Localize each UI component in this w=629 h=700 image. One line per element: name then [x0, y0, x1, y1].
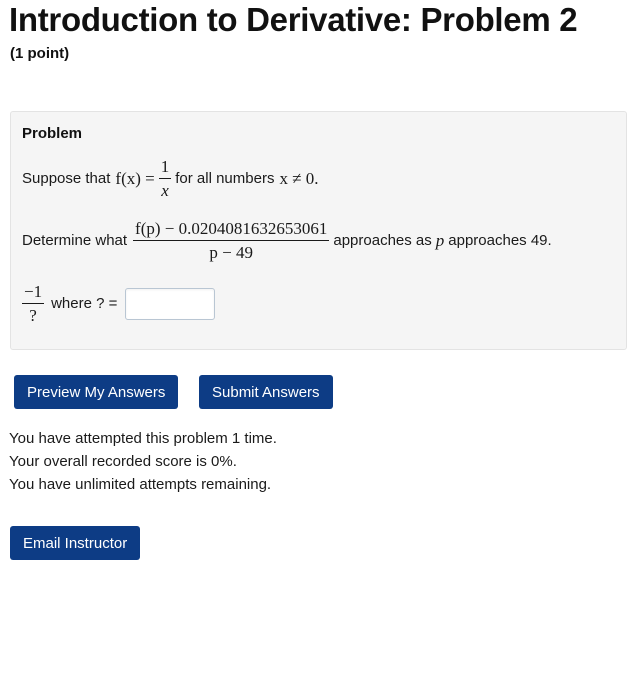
difference-quotient	[133, 219, 329, 262]
submit-answers-button[interactable]: Submit Answers	[199, 375, 333, 409]
attempts-text: You have attempted this problem 1 time.	[9, 430, 277, 447]
fraction-denominator: x	[161, 181, 169, 200]
remaining-text: You have unlimited attempts remaining.	[9, 476, 272, 493]
attempt-status	[9, 427, 277, 496]
email-instructor-button[interactable]: Email Instructor	[10, 526, 140, 560]
answer-line	[22, 282, 215, 325]
answer-input[interactable]	[125, 288, 215, 320]
variable-p: p	[435, 230, 445, 250]
problem-question-line	[22, 219, 552, 262]
problem-heading: Problem	[22, 125, 83, 142]
statement-suffix: for all numbers	[175, 170, 275, 187]
problem-panel	[10, 111, 627, 350]
point-value: (1 point)	[10, 45, 70, 62]
quotient-denominator: p − 49	[209, 243, 253, 262]
score-text: Your overall recorded score is 0%.	[9, 453, 237, 470]
question-suffix: approaches as	[333, 232, 432, 249]
problem-statement-line	[22, 157, 319, 200]
statement-prefix: Suppose that	[22, 170, 111, 187]
answer-fraction	[22, 282, 44, 325]
preview-answers-button[interactable]: Preview My Answers	[14, 375, 178, 409]
answer-denominator: ?	[29, 306, 37, 325]
question-suffix-end: approaches 49.	[448, 232, 552, 249]
where-label: where ? =	[51, 295, 118, 312]
page-title: Introduction to Derivative: Problem 2	[9, 1, 578, 38]
function-definition: f(x) =	[115, 168, 155, 188]
quotient-numerator: f(p) − 0.0204081632653061	[133, 219, 329, 241]
domain-condition: x ≠ 0.	[279, 168, 319, 188]
answer-numerator: −1	[22, 282, 44, 304]
fraction-one-over-x	[159, 157, 172, 200]
fraction-numerator: 1	[159, 157, 172, 179]
question-prefix: Determine what	[22, 232, 128, 249]
